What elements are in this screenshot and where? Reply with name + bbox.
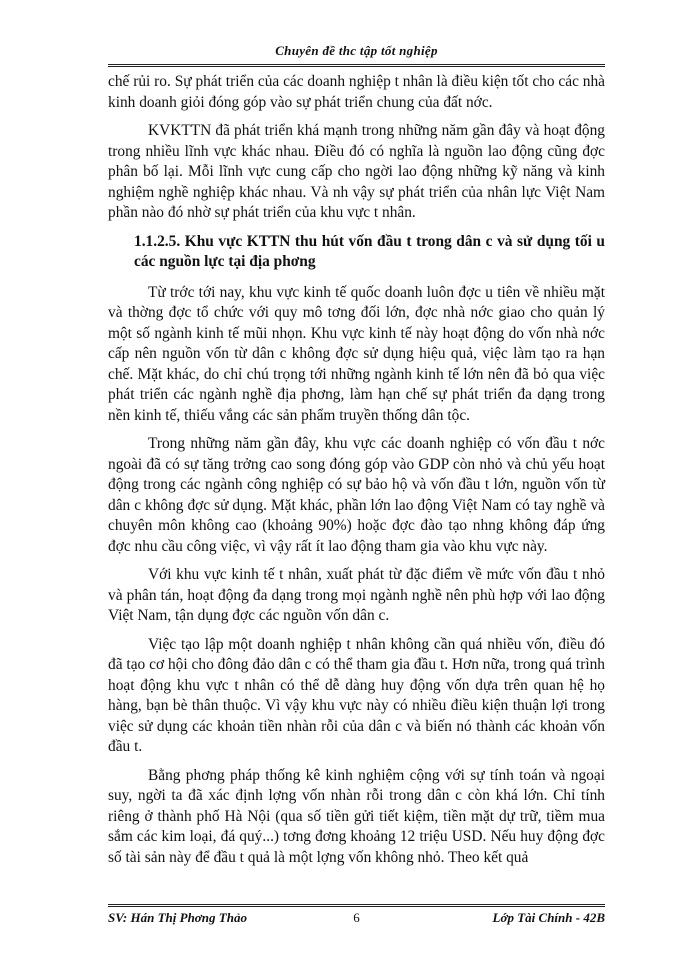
paragraph-5: Với khu vực kinh tế t nhân, xuất phát từ đặc điểm về mức vốn đầu t nhỏ và phân tán, hoạt động đa dạng trong mọi ngành nghề nên phù hợp với lao động Việt Nam, tận dụng đợc các nguồn vốn dân c. (108, 566, 605, 624)
paragraph-1: chế rủi ro. Sự phát triển của các doanh nghiệp t nhân là điều kiện tốt cho các nhà kinh doanh giỏi đóng góp vào sự phát triển chung của đất nớc. (108, 73, 605, 111)
section-heading: 1.1.2.5. Khu vực KTTN thu hút vốn đầu t trong dân c và sử dụng tối u các nguồn lực tại địa phơng (134, 232, 605, 270)
page-number: 6 (353, 910, 360, 925)
footer-class: Lớp Tài Chính - 42B (492, 910, 605, 925)
document-body (108, 72, 605, 876)
paragraph-2: KVKTTN đã phát triển khá mạnh trong những năm gần đây và hoạt động trong nhiều lĩnh vực khác nhau. Điều đó có nghĩa là nguồn lao động cũng đợc phân bố lại. Mỗi lĩnh vực cung cấp cho ngời lao động những kỹ năng và kinh nghiệm nghề nghiệp khác nhau. Và nh vậy sự phát triển của nhân lực Việt Nam phần nào đó nhờ sự phát triển của khu vực t nhân. (108, 122, 605, 221)
paragraph-3: Từ trớc tới nay, khu vực kinh tế quốc doanh luôn đợc u tiên về nhiều mặt và thờng đợc tổ chức với quy mô tơng đối lớn, đợc nhà nớc giao cho quản lý một số ngành kinh tế mũi nhọn. Khu vực kinh tế này hoạt động do vốn nhà nớc cấp nên nguồn vốn từ dân c không đợc sử dụng hiệu quả, việc làm tạo ra hạn chế. Mặt khác, do chỉ chú trọng tới những ngành kinh tế lớn nên đã bỏ qua việc phát triển các ngành nghề địa phơng, làm hạn chế sự phát triển đa dạng trong nền kinh tế, thiếu vắng các sản phẩm truyền thống dân tộc. (108, 283, 605, 424)
footer-author: SV: Hán Thị Phơng Thảo (108, 910, 247, 925)
paragraph-7: Bằng phơng pháp thống kê kinh nghiệm cộng với sự tính toán và ngoại suy, ngời ta đã xác định lợng vốn nhàn rỗi trong dân c còn khá lớn. Chỉ tính riêng ở thành phố Hà Nội (qua số tiền gửi tiết kiệm, tiền mặt dự trữ, tiềm mua sắm các kim loại, đá quý...) tơng đơng khoảng 12 triệu USD. Nếu huy động đợc số tài sản này để đầu t quả là một lợng vốn không nhỏ. Theo kết quả (108, 766, 605, 866)
page-footer (108, 904, 605, 929)
page-header (108, 38, 605, 67)
paragraph-6: Việc tạo lập một doanh nghiệp t nhân không cần quá nhiều vốn, điều đó đã tạo cơ hội cho đông đảo dân c có thể tham gia đầu t. Hơn nữa, trong quá trình hoạt động khu vực t nhân có thể dễ dàng huy động vốn dựa trên quan hệ họ hàng, bạn bè thân thuộc. Vì vậy khu vực này có nhiều điều kiện thuận lợi trong việc sử dụng các khoản tiền nhàn rỗi của dân c và biến nó thành các khoản vốn đầu t. (108, 635, 605, 755)
header-title: Chuyên đề thc tập tốt nghiệp (275, 43, 438, 58)
paragraph-4: Trong những năm gần đây, khu vực các doanh nghiệp có vốn đầu t nớc ngoài đã có sự tăng trởng cao song đóng góp vào GDP còn nhỏ và chủ yếu hoạt động trong các ngành công nghiệp có sự bảo hộ và vốn đầu t lớn, nguồn vốn từ dân c không đợc sử dụng. Mặt khác, phần lớn lao động Việt Nam có tay nghề và chuyên môn không cao (khoảng 90%) hoặc đợc đào tạo nhng không đáp ứng đợc nhu cầu công việc, vì vậy rất ít lao động tham gia vào khu vực này. (108, 435, 605, 555)
